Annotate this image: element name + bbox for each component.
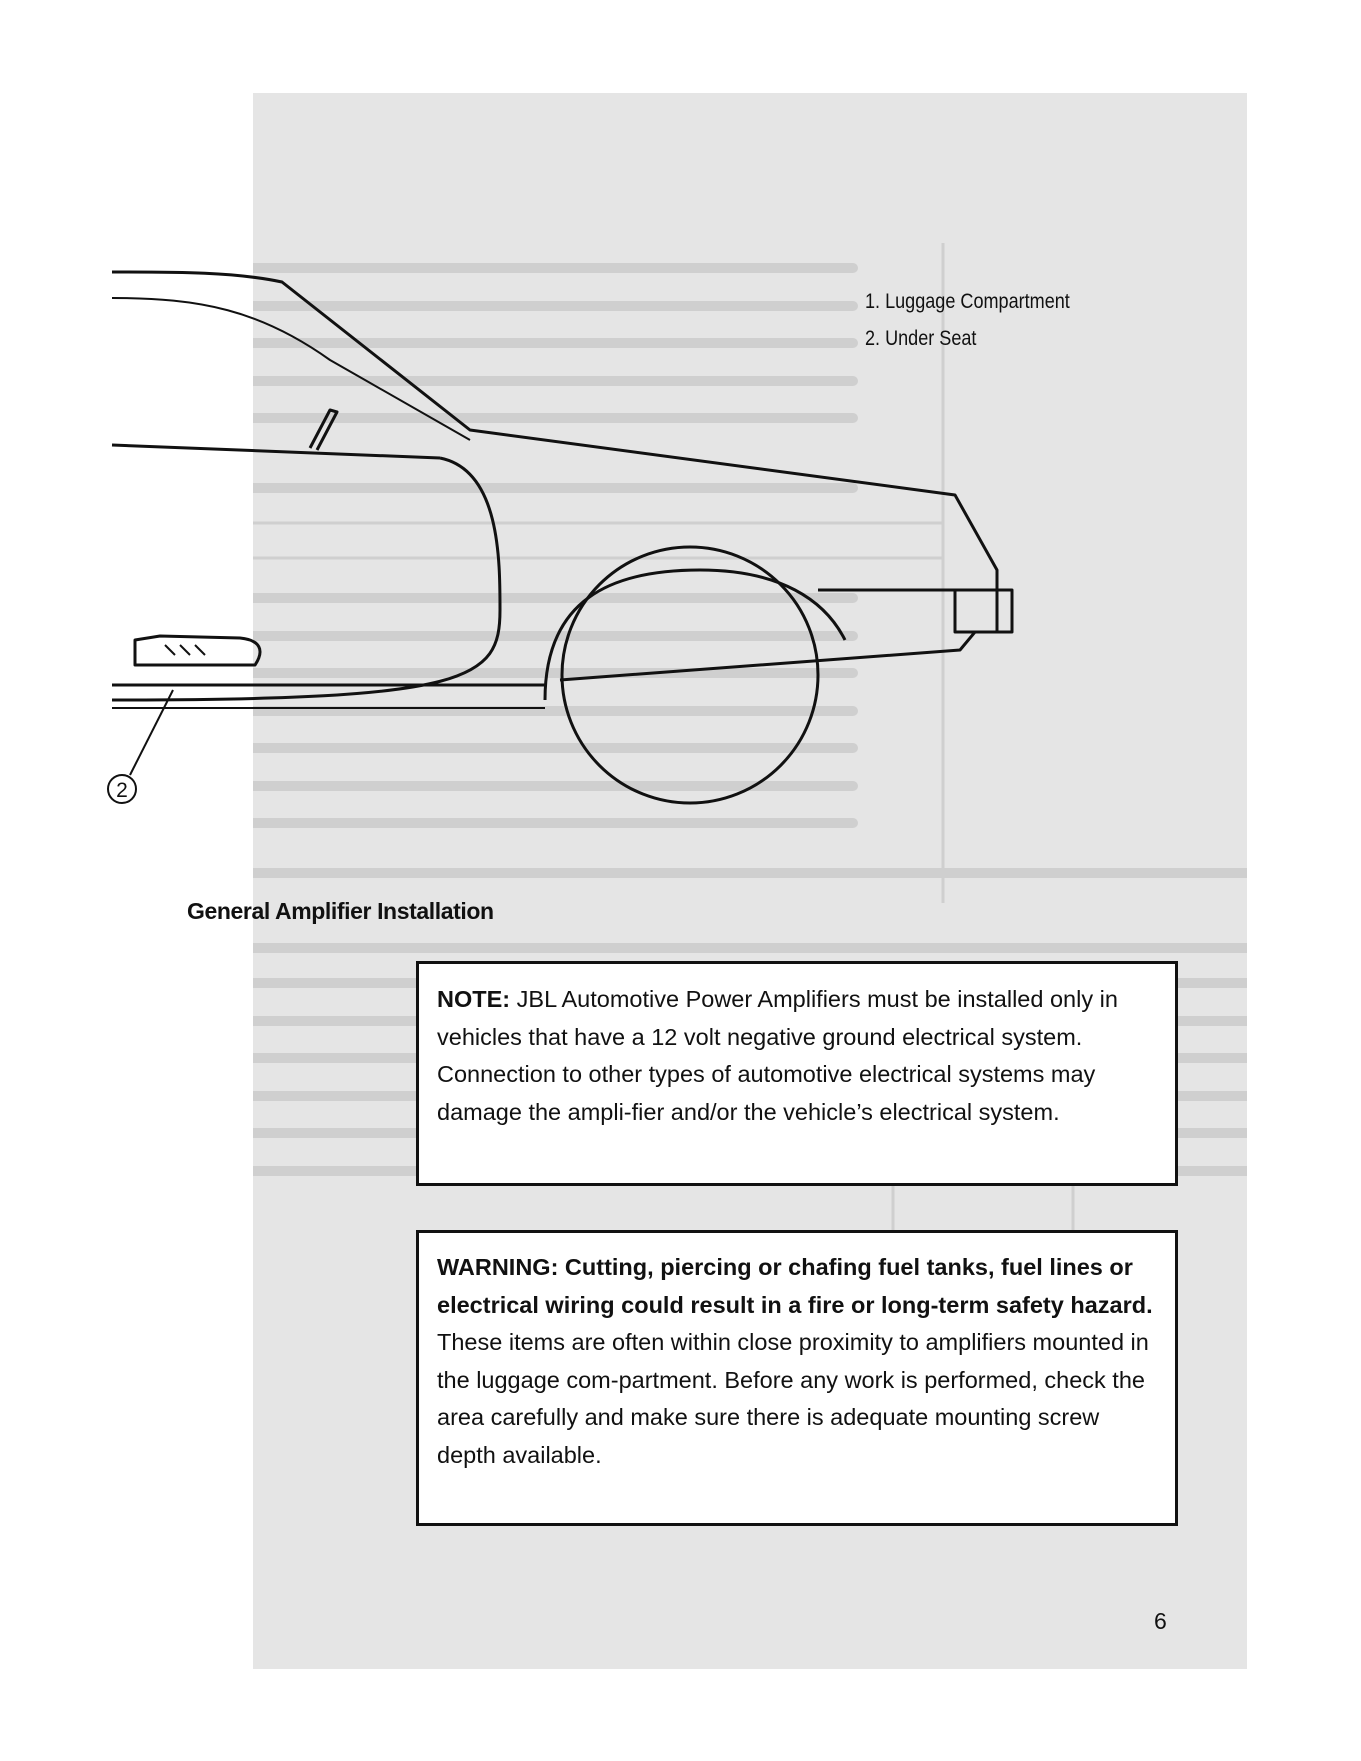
note-text: JBL Automotive Power Amplifiers must be installed only in vehicles that have a 12 volt negative ground electrical system. Connection to other types of automotive electrical systems may damage the ampli-fier and/or the vehicle’s electrical system.: [437, 986, 1118, 1125]
page-number: 6: [1154, 1608, 1167, 1634]
note-box: [416, 961, 1178, 1186]
warning-box: [416, 1230, 1178, 1526]
section-heading: General Amplifier Installation: [187, 898, 494, 924]
warning-bold-text: WARNING: Cutting, piercing or chafing fuel tanks, fuel lines or electrical wiring could result in a fire or long-term safety hazard.: [437, 1254, 1153, 1318]
note-label: NOTE:: [437, 986, 511, 1012]
legend-item-under-seat: 2. Under Seat: [865, 327, 977, 350]
legend-item-luggage: 1. Luggage Compartment: [865, 290, 1070, 313]
seat-shape: [135, 636, 260, 665]
warning-text: These items are often within close proximity to amplifiers mounted in the luggage com-partment. Before any work is performed, check the area carefully and make sure there is adequate mounting screw depth available.: [437, 1329, 1149, 1468]
callout-number: 2: [116, 779, 128, 802]
diagram-legend: [865, 283, 1070, 357]
